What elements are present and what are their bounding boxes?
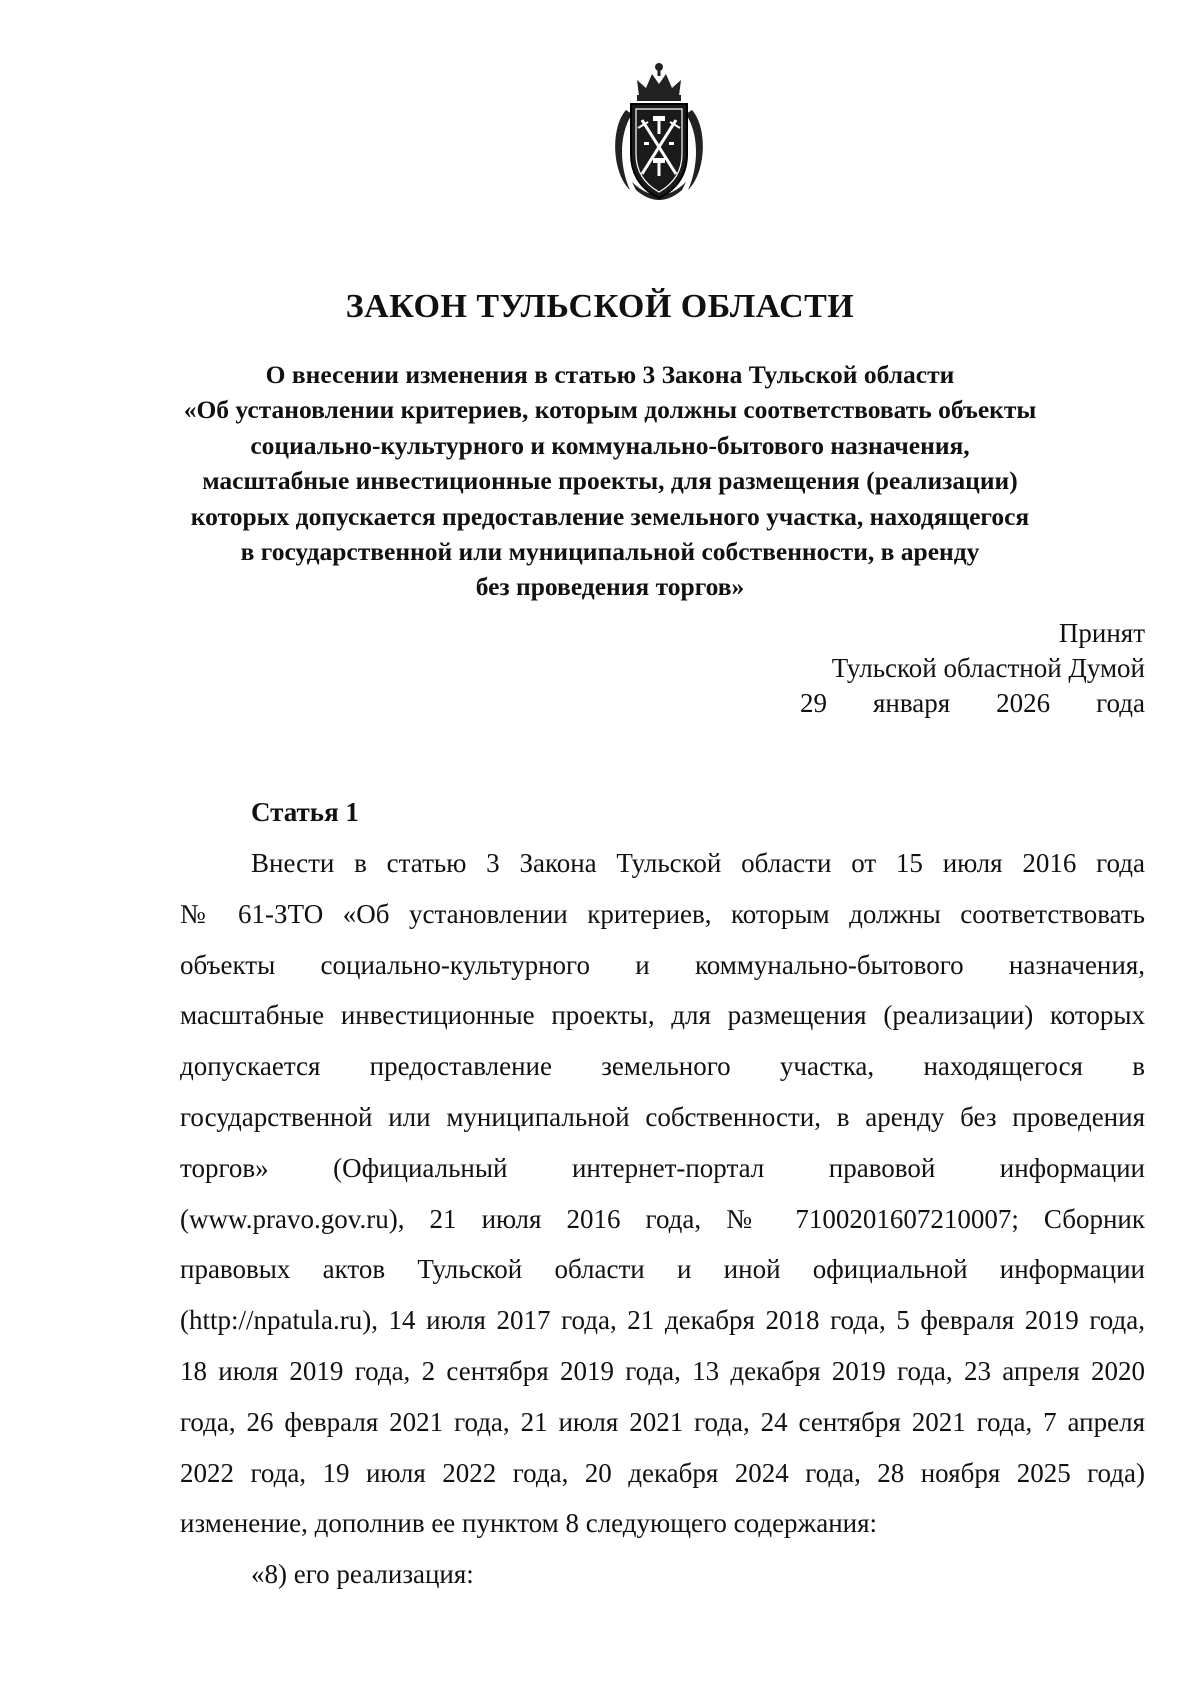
subtitle-line: социально-культурного и коммунально-бытового назначения, [250,430,970,460]
article-line: № 61-ЗТО «Об установлении критериев, которым должны соответствовать [180,898,1145,929]
article-line: года, 26 февраля 2021 года, 21 июля 2021 года, 24 сентября 2021 года, 7 апреля [180,1406,1145,1437]
law-title: ЗАКОН ТУЛЬСКОЙ ОБЛАСТИ [345,288,855,325]
subtitle-line: которых допускается предоставление земельного участка, находящегося [190,501,1030,531]
adopted-by: Тульской областной Думой [831,653,1145,683]
subtitle-line: «Об установлении критериев, которым должны соответствовать объекты [183,395,1037,425]
adoption-year: 2026 [996,688,1051,718]
article-line: допускается предоставление земельного участка, находящегося в [180,1051,1145,1082]
article-line: объекты социально-культурного и коммунально-бытового назначения, [180,949,1145,980]
law-subtitle [150,357,1070,605]
article-body [180,838,1145,1600]
article-line: государственной или муниципальной собственности, в аренду без проведения [180,1101,1145,1132]
subtitle-line: без проведения торгов» [475,572,745,602]
subtitle-line: О внесении изменения в статью 3 Закона Тульской области [265,360,955,389]
adoption-block [800,616,1145,721]
article-line: (http://npatula.ru), 14 июля 2017 года, 21 декабря 2018 года, 5 февраля 2019 года, [180,1305,1145,1336]
subtitle-line: масштабные инвестиционные проекты, для размещения (реализации) [202,466,1018,496]
article-line: (www.pravo.gov.ru), 21 июля 2016 года, № 7100201607210007; Сборник [180,1203,1145,1234]
article-line: 2022 года, 19 июля 2022 года, 20 декабря 2024 года, 28 ноября 2025 года) [180,1457,1145,1488]
article-line: масштабные инвестиционные проекты, для размещения (реализации) которых [180,1000,1145,1031]
article-line: правовых актов Тульской области и иной официальной информации [180,1254,1145,1285]
subtitle-line: в государственной или муниципальной собственности, в аренду [240,537,980,567]
adoption-month: января [872,688,951,718]
article-line: 18 июля 2019 года, 2 сентября 2019 года, 13 декабря 2019 года, 23 апреля 2020 [180,1355,1145,1386]
coat-of-arms-icon [604,58,714,208]
adopted-label: Принят [1058,618,1145,648]
adoption-year-word: года [1096,688,1145,718]
article-line: Внести в статью 3 Закона Тульской области от 15 июля 2016 года [251,848,1145,878]
adoption-day: 29 [800,688,827,718]
adoption-date [800,686,1145,721]
article-heading: Статья 1 [251,797,359,827]
article-line: «8) его реализация: [251,1559,474,1590]
article-line: торгов» (Официальный интернет-портал правовой информации [180,1152,1145,1183]
article-line: изменение, дополнив ее пунктом 8 следующего содержания: [180,1508,878,1539]
